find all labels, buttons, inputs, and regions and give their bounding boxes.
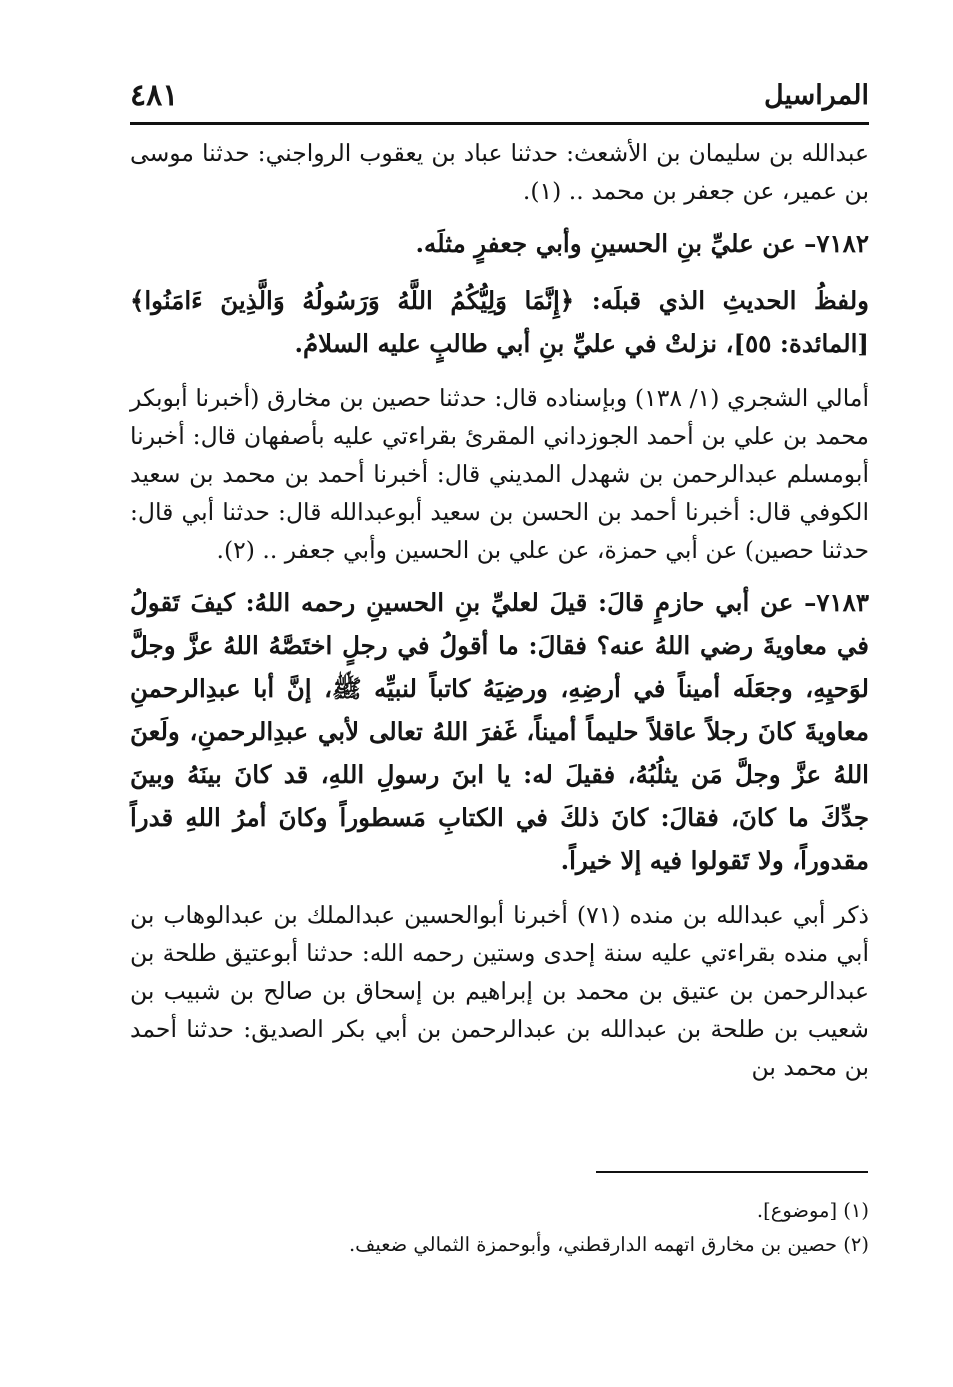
footnote-1: (١) [موضوع]. bbox=[756, 1199, 869, 1222]
header-rule bbox=[130, 122, 869, 125]
hadith-7182: ٧١٨٢– عن عليِّ بنِ الحسينِ وأبي جعفرٍ مثلَه. bbox=[415, 229, 869, 258]
hadith-text-paragraph: ولفظُ الحديثِ الذي قبلَه: ﴿إِنَّمَا وَلِيُّكُمُ اللَّهُ وَرَسُولُهُ وَالَّذِينَ ءَامَنُوا﴾ [المائدة: ٥٥]، نزلتْ في عليِّ بنِ أبي طالبٍ عليه السلامُ. bbox=[130, 286, 869, 358]
footnote-2: (٢) حصين بن مخارق اتهمه الدارقطني، وأبوحمزة الثمالي ضعيف. bbox=[348, 1233, 869, 1256]
running-title: المراسيل bbox=[764, 80, 869, 111]
hadith-7183: ٧١٨٣– عن أبي حازمٍ قالَ: قيلَ لعليِّ بنِ الحسينِ رحمه اللهُ: كيفَ تَقولُ في معاويةَ رضي اللهُ عنه؟ فقالَ: ما أقولُ في رجلٍ اختَصَّهُ اللهُ عزَّ وجلَّ لوَحيِهِ، وجعَلَه أميناً في أرضِهِ، ورضِيَهُ كاتباً لنبيِّه ﷺ، إنَّ أبا عبدِالرحمنِ معاويةَ كانَ رجلاً عاقلاً حليماً أميناً، غَفرَ اللهُ تعالى لأبي عبدِالرحمنِ، ولَعنَ اللهُ عزَّ وجلَّ مَن يثلُبُهُ، فقيلَ له: يا ابنَ رسولِ اللهِ، قد كانَ بينَهُ وبينَ جدِّكَ ما كانَ، فقالَ: كانَ ذلكَ في الكتابِ مَسطوراً وكانَ أمرُ اللهِ قدراً مقدوراً، ولا تَقولوا فيه إلا خيراً. bbox=[130, 588, 869, 875]
source-note-paragraph: أمالي الشجري (١/ ١٣٨) وبإسناده قال: حدثنا حصين بن مخارق (أخبرنا أبوبكر محمد بن علي بن أحمد الجوزداني المقرئ بقراءتي عليه بأصفهان قال: أخبرنا أبومسلم عبدالرحمن بن شهدل المديني قال: أخبرنا أحمد بن محمد بن سعيد الكوفي قال: أخبرنا أحمد بن الحسن بن سعيد أبوعبدالله قال: حدثنا أبي قال: حدثنا حصين) عن أبي حمزة، عن علي بن الحسين وأبي جعفر .. (٢). bbox=[130, 384, 869, 564]
source-note-paragraph: ذكر أبي عبدالله بن منده (٧١) أخبرنا أبوالحسين عبدالملك بن عبدالوهاب بن أبي منده بقراءتي عليه سنة إحدى وستين رحمه الله: حدثنا أبوعتيق طلحة بن عبدالرحمن بن عتيق بن محمد بن إبراهيم بن إسحاق بن صالح بن شبيب بن شعيب بن طلحة بن عبدالله بن عبدالرحمن بن أبي بكر الصديق: حدثنا أحمد بن محمد بن bbox=[130, 901, 870, 1081]
source-note-paragraph: عبدالله بن سليمان بن الأشعث: حدثنا عباد بن يعقوب الرواجني: حدثنا موسى بن عمير، عن جعفر بن محمد .. (١). bbox=[130, 139, 869, 205]
footnote-separator bbox=[596, 1171, 868, 1173]
body-text bbox=[130, 134, 869, 1098]
page-number: ٤٨١ bbox=[130, 78, 179, 113]
page-header bbox=[130, 78, 869, 118]
footnotes bbox=[130, 1194, 869, 1262]
